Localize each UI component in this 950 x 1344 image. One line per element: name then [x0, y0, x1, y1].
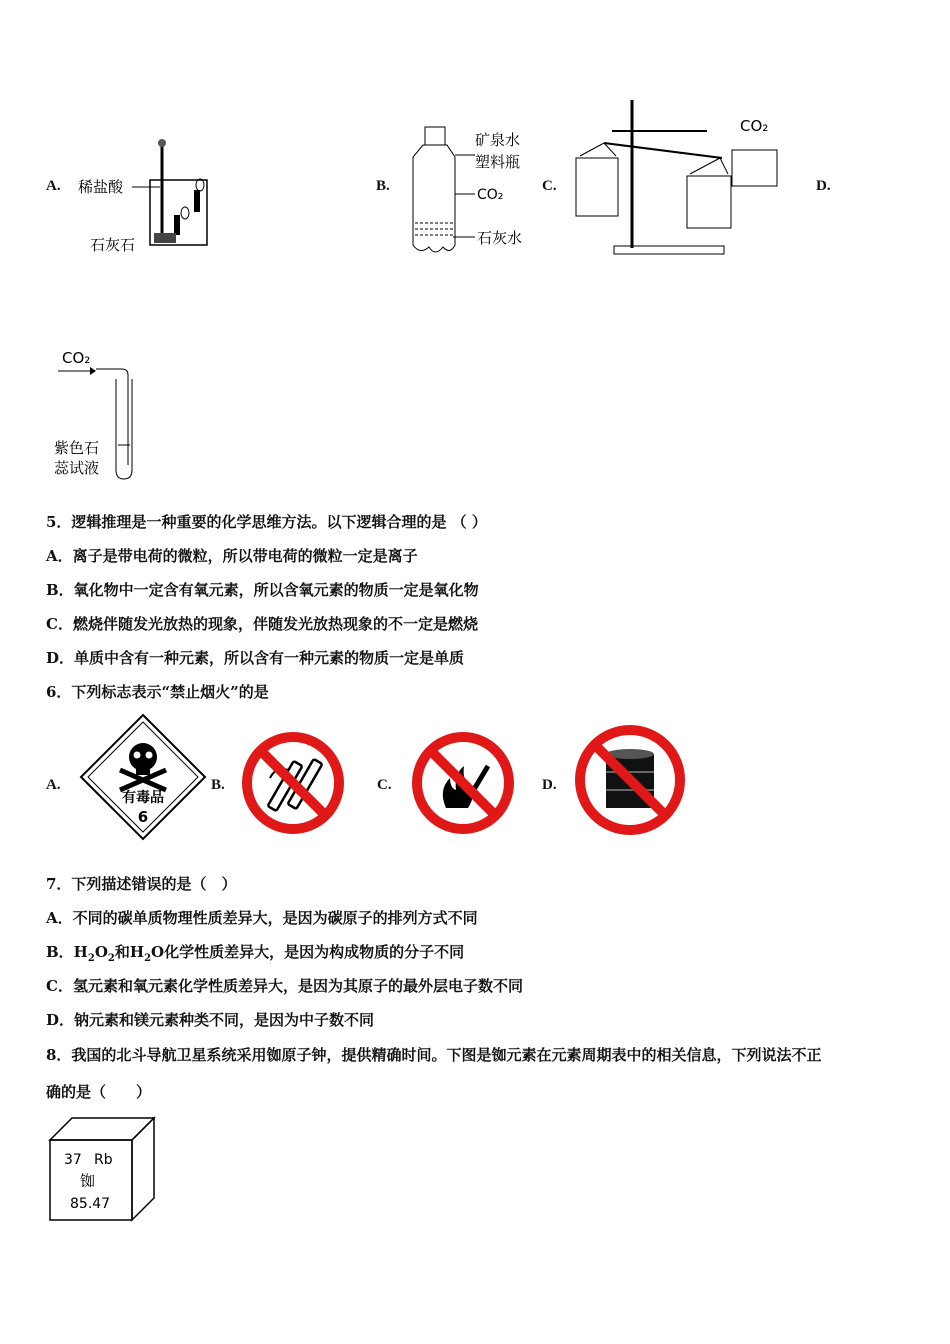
- q7-option-d: D．钠元素和镁元素种类不同，是因为中子数不同: [46, 1011, 375, 1029]
- q7-b-sub: 2: [107, 953, 115, 964]
- limestone-label: 石灰石: [90, 236, 136, 254]
- q7-b-part: O化学性质差异大，是因为构成物质的分子不同: [151, 943, 465, 961]
- litmus-label-1: 紫色石: [54, 439, 100, 457]
- q7-b-sub: 2: [87, 953, 95, 964]
- co2-label-b: CO₂: [477, 187, 504, 203]
- element-symbol: Rb: [94, 1152, 113, 1168]
- atomic-mass: 85.47: [70, 1196, 111, 1212]
- question-6-stem: 6．下列标志表示“禁止烟火”的是: [46, 683, 269, 701]
- toxic-sign: [78, 712, 208, 842]
- q7-option-a: A．不同的碳单质物理性质差异大，是因为碳原子的排列方式不同: [46, 909, 478, 927]
- q6-option-c-label: C.: [377, 777, 392, 793]
- question-5-stem: 5．逻辑推理是一种重要的化学思维方法。以下逻辑合理的是 （ ）: [46, 513, 487, 531]
- q7-b-part: B．H: [46, 943, 88, 961]
- toxic-sign-number: 6: [137, 808, 149, 826]
- co2-label-d: CO₂: [62, 349, 91, 367]
- atomic-number: 37: [64, 1152, 82, 1168]
- acid-label: 稀盐酸: [78, 178, 124, 196]
- q7-b-part: 和H: [114, 943, 145, 961]
- option-d-label: D.: [816, 178, 831, 194]
- figure-c-balance: [572, 98, 787, 260]
- limewater-label: 石灰水: [477, 229, 523, 247]
- q7-option-b: [46, 941, 464, 964]
- rubidium-element-card: [48, 1116, 160, 1224]
- q5-option-c: C．燃烧伴随发光放热的现象，伴随发光放热现象的不一定是燃烧: [46, 615, 478, 633]
- q7-option-c: C．氢元素和氧元素化学性质差异大，是因为其原子的最外层电子数不同: [46, 977, 523, 995]
- option-a-label: A.: [46, 178, 61, 194]
- no-oil-barrel-sign: [572, 722, 688, 838]
- q5-option-b: B．氧化物中一定含有氧元素，所以含氧元素的物质一定是氧化物: [46, 581, 479, 599]
- litmus-label-2: 蕊试液: [54, 459, 100, 477]
- element-name: 铷: [80, 1172, 96, 1190]
- q6-option-b-label: B.: [211, 777, 225, 793]
- question-8-stem-line1: 8．我国的北斗导航卫星系统采用铷原子钟，提供精确时间。下图是铷元素在元素周期表中的相关信息，下列说法不正: [46, 1046, 822, 1064]
- figure-a-acid-limestone: [70, 135, 220, 260]
- co2-label-c: CO₂: [740, 117, 769, 135]
- bottle-label-2: 塑料瓶: [475, 153, 521, 171]
- figure-d-test-tube: [50, 345, 150, 485]
- q6-option-a-label: A.: [46, 777, 61, 793]
- no-open-flame-sign: [410, 730, 516, 836]
- q7-b-part: O: [94, 943, 108, 961]
- question-8-stem-line2: 确的是（ ）: [46, 1083, 152, 1101]
- q7-b-sub: 2: [144, 953, 152, 964]
- bottle-label-1: 矿泉水: [475, 131, 521, 149]
- q5-option-d: D．单质中含有一种元素，所以含有一种元素的物质一定是单质: [46, 649, 465, 667]
- question-7-stem: 7．下列描述错误的是（ ）: [46, 875, 237, 893]
- q5-option-a: A．离子是带电荷的微粒，所以带电荷的微粒一定是离子: [46, 547, 418, 565]
- figure-b-bottle: [405, 125, 540, 260]
- option-b-label: B.: [376, 178, 390, 194]
- toxic-sign-text: 有毒品: [122, 790, 164, 806]
- no-smoking-sign: [240, 730, 346, 836]
- q6-option-d-label: D.: [542, 777, 557, 793]
- option-c-label: C.: [542, 178, 557, 194]
